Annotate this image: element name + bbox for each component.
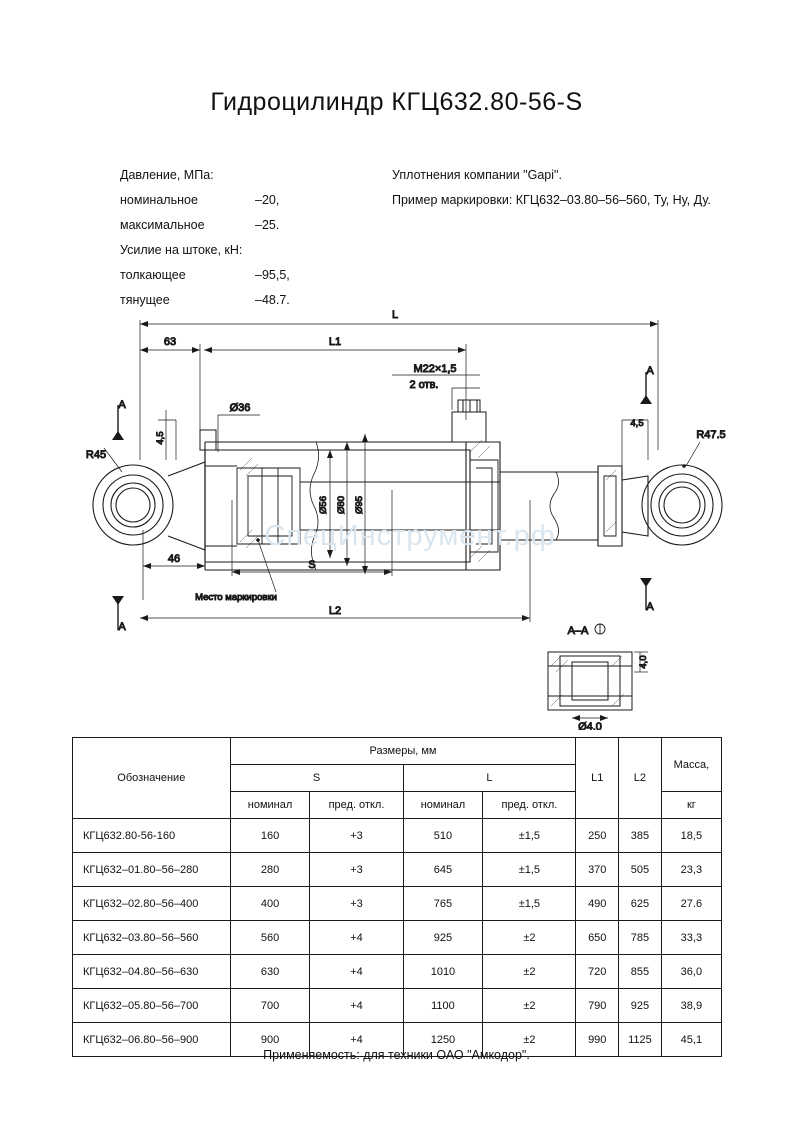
cell-l2: 855	[619, 955, 662, 989]
cell-s-tolerance: +4	[310, 989, 403, 1023]
cell-s-tolerance: +4	[310, 1023, 403, 1057]
cell-designation: КГЦ632–06.80–56–900	[73, 1023, 231, 1057]
table-row	[73, 989, 722, 1023]
spec-label: номинальное	[120, 193, 198, 207]
dim-S: S	[308, 559, 316, 571]
cell-s-nominal: 280	[230, 853, 310, 887]
th-mass-unit: кг	[661, 792, 721, 819]
section-label-AA: A–A	[567, 625, 589, 637]
cell-l-nominal: 1250	[403, 1023, 483, 1057]
cell-l2: 1125	[619, 1023, 662, 1057]
spec-text: Уплотнения компании "Gapi".	[392, 168, 562, 182]
cell-l-tolerance: ±1,5	[483, 887, 576, 921]
cell-mass: 18,5	[661, 819, 721, 853]
specs-left-block	[120, 163, 290, 313]
cell-s-tolerance: +3	[310, 819, 403, 853]
table-row	[73, 955, 722, 989]
cell-l1: 370	[576, 853, 619, 887]
cell-s-nominal: 560	[230, 921, 310, 955]
dim-4-5-right: 4,5	[630, 418, 644, 429]
dim-d36: Ø36	[229, 402, 251, 414]
section-mark-A-top-right: A	[646, 365, 654, 377]
dim-R47-5: R47.5	[696, 429, 726, 441]
cell-l-tolerance: ±2	[483, 989, 576, 1023]
th-l-tolerance: пред. откл.	[483, 792, 576, 819]
spec-value: –20,	[255, 193, 280, 207]
th-l2: L2	[619, 738, 662, 819]
cell-designation: КГЦ632–05.80–56–700	[73, 989, 231, 1023]
spec-value: –25.	[255, 218, 280, 232]
cell-s-nominal: 630	[230, 955, 310, 989]
dim-thread: M22×1,5	[413, 363, 457, 375]
th-l: L	[403, 765, 576, 792]
dim-d95: Ø95	[354, 496, 365, 514]
th-s-tolerance: пред. откл.	[310, 792, 403, 819]
section-mark-A-bottom-left: A	[118, 621, 126, 633]
cell-l-tolerance: ±2	[483, 955, 576, 989]
cell-mass: 38,9	[661, 989, 721, 1023]
cell-l-tolerance: ±2	[483, 921, 576, 955]
cell-s-tolerance: +3	[310, 887, 403, 921]
cell-l1: 790	[576, 989, 619, 1023]
table-header-row	[73, 738, 722, 765]
cell-l2: 385	[619, 819, 662, 853]
cell-l1: 650	[576, 921, 619, 955]
th-mass: Масса,	[661, 738, 721, 792]
th-s-nominal: номинал	[230, 792, 310, 819]
cell-mass: 23,3	[661, 853, 721, 887]
dim-h40: 4,0	[638, 655, 649, 669]
specs-right-block	[392, 163, 711, 213]
dim-46: 46	[167, 553, 181, 565]
page-title: Гидроцилиндр КГЦ632.80-56-S	[210, 88, 583, 116]
table-row	[73, 853, 722, 887]
applicability-note: Применяемость: для техники ОАО "Амкодор".	[263, 1048, 530, 1062]
cell-l-nominal: 765	[403, 887, 483, 921]
cell-mass: 36,0	[661, 955, 721, 989]
table-row	[73, 887, 722, 921]
cell-l-tolerance: ±2	[483, 1023, 576, 1057]
spec-row	[392, 188, 711, 213]
cell-s-tolerance: +3	[310, 853, 403, 887]
spec-row	[392, 163, 711, 188]
dim-R45: R45	[85, 449, 107, 461]
dim-d56: Ø56	[318, 496, 329, 514]
dim-63: 63	[163, 336, 177, 348]
spec-label: Давление, МПа:	[120, 168, 214, 182]
dim-4-5-left: 4,5	[155, 431, 166, 445]
spec-row	[120, 263, 290, 288]
watermark: СпецИнструмент.рф	[264, 520, 556, 552]
cell-l-tolerance: ±1,5	[483, 853, 576, 887]
spec-text: Пример маркировки: КГЦ632–03.80–56–560, Ту, Ну, Ду.	[392, 193, 711, 207]
spec-row	[120, 188, 280, 213]
th-s: S	[230, 765, 403, 792]
cell-l2: 625	[619, 887, 662, 921]
cell-l2: 925	[619, 989, 662, 1023]
cell-designation: КГЦ632.80-56-160	[73, 819, 231, 853]
cell-l2: 505	[619, 853, 662, 887]
cell-s-tolerance: +4	[310, 921, 403, 955]
cell-l-nominal: 645	[403, 853, 483, 887]
section-mark-A-top-left: A	[118, 399, 126, 411]
spec-label: толкающее	[120, 268, 186, 282]
cell-s-nominal: 160	[230, 819, 310, 853]
th-l1: L1	[576, 738, 619, 819]
th-sizes: Размеры, мм	[230, 738, 576, 765]
cell-l1: 990	[576, 1023, 619, 1057]
cell-l1: 250	[576, 819, 619, 853]
cell-l-nominal: 925	[403, 921, 483, 955]
cell-mass: 33,3	[661, 921, 721, 955]
spec-value: –48.7.	[255, 293, 290, 307]
cell-s-tolerance: +4	[310, 955, 403, 989]
cell-s-nominal: 700	[230, 989, 310, 1023]
dim-L1: L1	[328, 336, 342, 348]
table-row	[73, 819, 722, 853]
dim-d40: Ø4.0	[578, 721, 602, 730]
dim-thread-note: 2 отв.	[409, 379, 439, 391]
cell-l1: 720	[576, 955, 619, 989]
cell-l-nominal: 1010	[403, 955, 483, 989]
cell-designation: КГЦ632–01.80–56–280	[73, 853, 231, 887]
cell-l-nominal: 510	[403, 819, 483, 853]
spec-label: тянущее	[120, 293, 170, 307]
table-row	[73, 921, 722, 955]
specifications-table	[72, 737, 722, 1057]
cell-mass: 27.6	[661, 887, 721, 921]
cell-s-nominal: 400	[230, 887, 310, 921]
spec-row	[120, 163, 242, 188]
spec-row	[120, 213, 280, 238]
cell-designation: КГЦ632–02.80–56–400	[73, 887, 231, 921]
th-l-nominal: номинал	[403, 792, 483, 819]
spec-label: Усилие на штоке, кН:	[120, 243, 243, 257]
dim-d80: Ø80	[336, 496, 347, 514]
cell-l-tolerance: ±1,5	[483, 819, 576, 853]
spec-label: максимальное	[120, 218, 205, 232]
th-designation: Обозначение	[73, 738, 231, 819]
spec-row	[120, 238, 242, 263]
cell-designation: КГЦ632–04.80–56–630	[73, 955, 231, 989]
section-mark-A-bottom-right: A	[646, 601, 654, 613]
technical-drawing	[0, 300, 793, 730]
label-marking-place: Место маркировки	[195, 592, 277, 603]
cell-s-nominal: 900	[230, 1023, 310, 1057]
cell-mass: 45,1	[661, 1023, 721, 1057]
cell-l-nominal: 1100	[403, 989, 483, 1023]
cell-l1: 490	[576, 887, 619, 921]
spec-value: –95,5,	[255, 268, 290, 282]
cell-designation: КГЦ632–03.80–56–560	[73, 921, 231, 955]
dim-L: L	[391, 309, 399, 321]
cell-l2: 785	[619, 921, 662, 955]
dim-L2: L2	[328, 605, 342, 617]
